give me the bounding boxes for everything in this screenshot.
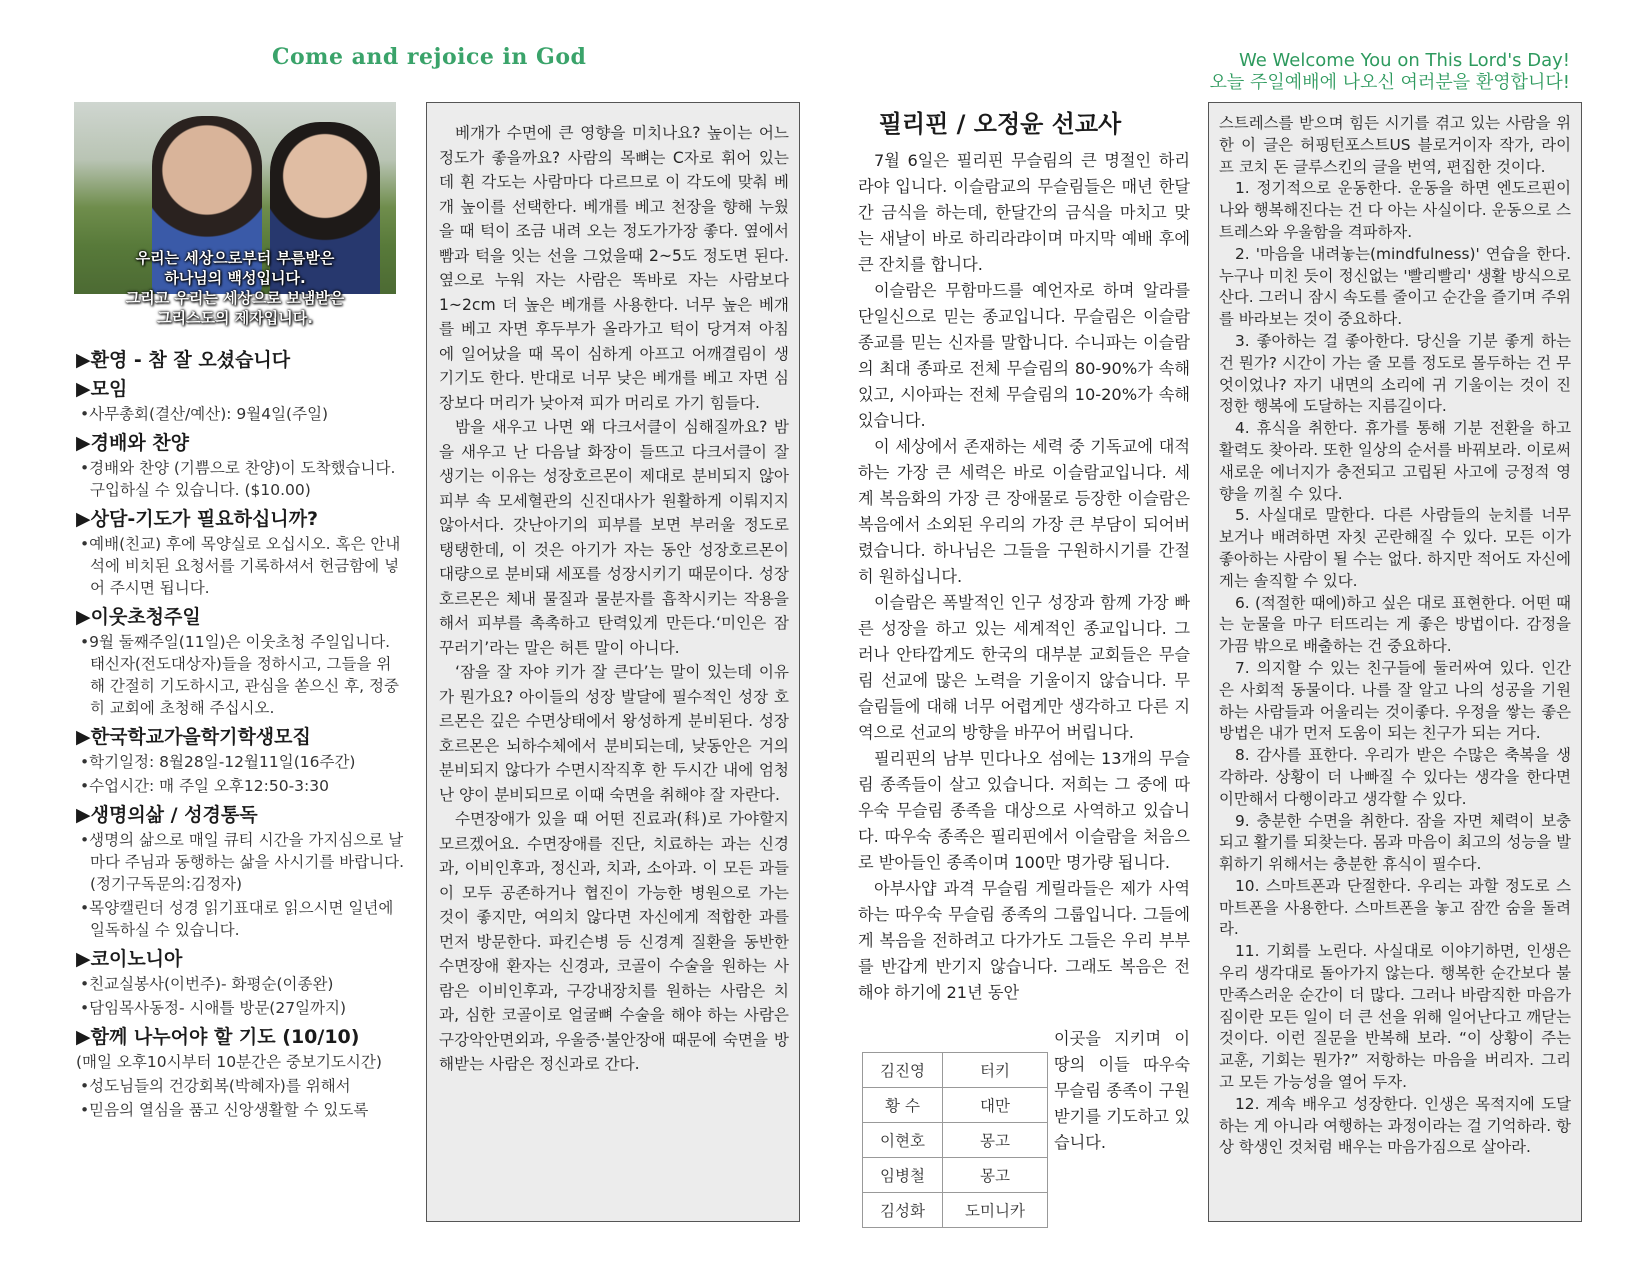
missionary-table [862, 1052, 1048, 1228]
welcome-banner [1210, 50, 1570, 94]
article-paragraph: 4. 휴식을 취한다. 휴가를 통해 기분 전환을 하고 활력도 찾아라. 또한 일상의 순서를 바꿔보라. 이로써 새로운 에너지가 충전되고 고립된 사고에 긍정적 영향을 끼칠 수 있다. [1219, 419, 1571, 503]
article-paragraph: 수면장애가 있을 때 어떤 진료과(科)로 가야할지 모르겠어요. 수면장애를 진단, 치료하는 과는 신경과, 이비인후과, 정신과, 치과, 소아과. 이 모든 과들이 모두 공존하거나 협진이 가능한 병원으로 가는 것이 좋지만, 여의치 않다면 자신에게 적합한 과를 먼저 방문한다. 파킨슨병 등 신경계 질환을 동반한 수면장애 환자는 신경과, 코골이 수술을 원하는 사람은 이비인후과, 구강내장치를 원하는 사람은 치과, 심한 코골이로 얼굴뼈 수술을 해야 하는 사람은 구강악안면외과, 우울증·불안장애 때문에 숙면을 방해받는 사람은 정신과로 간다. [439, 810, 789, 1073]
missionary-name: 임병철 [863, 1158, 943, 1193]
caption-line: 하나님의 백성입니다. [164, 269, 306, 287]
article-paragraph: 11. 기회를 노린다. 사실대로 이야기하면, 인생은 우리 생각대로 돌아가지 않는다. 행복한 순간보다 불만족스러운 순간이 더 많다. 그러나 바람직한 마음가짐이란 모든 일이 더 큰 선을 위해 일어난다고 깨닫는 것이다. 이런 질문을 반복해 보라. “이 상황이 주는 교훈, 기회는 뭔가?” 저항하는 마음을 버리자. 그리고 모든 가능성을 열어 두자. [1219, 942, 1571, 1092]
prayer-note: (매일 오후10시부터 10분간은 중보기도시간) [76, 1053, 382, 1071]
missionary-country: 몽고 [942, 1123, 1047, 1158]
header-slogan: Come and rejoice in God [272, 44, 587, 70]
article-paragraph: 밤을 새우고 나면 왜 다크서클이 심해질까요? 밤을 새우고 난 다음날 화장이 들뜨고 다크서클이 잘 생기는 이유는 성장호르몬이 제대로 분비되지 않아 피부 속 모세혈관의 신진대사가 원활하게 이뤄지지 않아서다. 갓난아기의 피부를 보면 부러울 정도로 탱탱한데, 이 것은 아기가 자는 동안 성장호르몬이 대량으로 분비돼 세포를 성장시키기 때문이다. 성장호르몬은 체내 물질과 물분자를 흡착시키는 작용을 해서 피부를 촉촉하고 탄력있게 만든다.‘미인은 잠꾸러기’라는 말은 허튼 말이 아니다. [439, 418, 789, 657]
mission-paragraph-continued: 이곳을 지키며 이 땅의 이들 따우숙 무슬림 종족이 구원 받기를 기도하고 있습니다. [1054, 1029, 1190, 1152]
table-row [863, 1158, 1048, 1193]
caption-line: 그리스도의 제자입니다. [157, 309, 313, 327]
announcements-column [76, 342, 406, 1123]
missionary-name: 황 수 [863, 1088, 943, 1123]
mission-article [858, 148, 1190, 1006]
section-worship: ▶경배와 찬양 [76, 432, 189, 454]
article-paragraph: 9. 충분한 수면을 취한다. 잠을 자면 체력이 보충되고 활기를 되찾는다. 몸과 마음이 최고의 성능을 발휘하기 위해서는 충분한 휴식이 필수다. [1219, 811, 1571, 874]
section-school: ▶한국학교가을학기학생모집 [76, 726, 311, 748]
table-row [863, 1123, 1048, 1158]
article-paragraph: 베개가 수면에 큰 영향을 미치나요? 높이는 어느 정도가 좋을까요? 사람의 목뼈는 C자로 휘어 있는데 휜 각도는 사람마다 다르므로 이 각도에 맞춰 베개 높이를 선택한다. 베개를 베고 천장을 향해 누웠을 때 턱이 조금 내려 오는 정도가가장 좋다. 옆에서 빰과 턱을 잇는 선을 그었을때 2~5도 정도면 된다. 옆으로 누워 자는 사람은 똑바로 자는 사람보다 1~2cm 더 높은 베개를 사용한다. 너무 높은 베개를 베고 자면 후두부가 올라가고 턱이 당겨져 아침에 일어났을 때 목이 심하게 아프고 어깨결림이 생기기도 한다. 반대로 너무 낮은 베개를 베고 자면 심장보다 머리가 낮아져 피가 머리로 가기 힘들다. [439, 124, 789, 412]
table-row [863, 1053, 1048, 1088]
section-bread: ▶생명의삶 / 성경통독 [76, 804, 258, 826]
article-paragraph: 필리핀의 남부 민다나오 섬에는 13개의 무슬림 종족들이 살고 있습니다. 저희는 그 중에 따우숙 무슬림 종족을 대상으로 사역하고 있습니다. 따우숙 종족은 필리핀에서 이슬람을 처음으로 받아들인 종족이며 100만 명가량 됩니다. [858, 749, 1190, 872]
welcome-korean: 오늘 주일예배에 나오신 여러분을 환영합니다! [1209, 72, 1570, 93]
section-meeting: ▶모임 [76, 378, 128, 400]
list-item: •경배와 찬양 (기쁨으로 찬양)이 도착했습니다. 구입하실 수 있습니다. ($10.00) [80, 459, 396, 499]
list-item: •생명의 삶으로 매일 큐티 시간을 가지심으로 날마다 주님과 동행하는 삶을 사시기를 바랍니다. (정기구독문의:김정자) [80, 831, 405, 893]
section-counsel: ▶상담-기도가 필요하십니까? [76, 508, 319, 530]
list-item: •학기일정: 8월28일-12월11일(16주간) [80, 753, 356, 771]
section-prayer: ▶함께 나누어야 할 기도 (10/10) [76, 1026, 360, 1048]
list-item: •9월 둘째주일(11일)은 이웃초청 주일입니다. 태신자(전도대상자)들을 정하시고, 그들을 위해 간절히 기도하시고, 관심을 쏟으신 후, 정중히 교회에 초청해 주십시오. [80, 633, 399, 717]
list-item: •성도님들의 건강회복(박혜자)를 위해서 [80, 1077, 351, 1095]
missionary-country: 몽고 [942, 1158, 1047, 1193]
article-paragraph: 3. 좋아하는 걸 좋아한다. 당신을 기분 좋게 하는 건 뭔가? 시간이 가는 줄 모를 정도로 몰두하는 건 무엇이었나? 자기 내면의 소리에 귀 기울이는 것이 진정한 행복에 도달하는 지름길이다. [1219, 331, 1571, 416]
stress-article-box [1208, 102, 1582, 1222]
list-item: •목양캘린더 성경 읽기표대로 읽으시면 일년에 일독하실 수 있습니다. [80, 899, 394, 939]
article-paragraph: 10. 스마트폰과 단절한다. 우리는 과할 정도로 스마트폰을 사용한다. 스마트폰을 놓고 잠깐 숨을 돌려라. [1219, 876, 1571, 939]
missionary-name: 김진영 [863, 1053, 943, 1088]
missionary-country: 대만 [942, 1088, 1047, 1123]
article-paragraph: 1. 정기적으로 운동한다. 운동을 하면 엔도르핀이 나와 행복해진다는 건 다 아는 사실이다. 운동으로 스트레스와 우울함을 격파하자. [1219, 179, 1571, 241]
list-item: •사무총회(결산/예산): 9월4일(주일) [80, 405, 329, 423]
caption-line: 우리는 세상으로부터 부름받은 [135, 249, 335, 267]
table-row [863, 1193, 1048, 1228]
table-row [863, 1088, 1048, 1123]
list-item: •담임목사동정- 시애틀 방문(27일까지) [80, 999, 347, 1017]
missionary-country: 터키 [942, 1053, 1047, 1088]
welcome-english: We Welcome You on This Lord's Day! [1238, 50, 1570, 71]
caption-line: 그리고 우리는 세상으로 보냄받은 [125, 289, 345, 307]
list-item: •친교실봉사(이번주)- 화평순(이종완) [80, 975, 334, 993]
article-paragraph: ‘잠을 잘 자야 키가 잘 큰다’는 말이 있는데 이유가 뭔가요? 아이들의 성장 발달에 필수적인 성장 호르몬은 깊은 수면상태에서 왕성하게 분비된다. 성장호르몬은 뇌하수체에서 분비되는데, 낮동안은 거의 분비되지 않다가 수면시작직후 한 두시간 내에 엄청난 양이 분비되므로 이때 숙면을 취해야 잘 자란다. [439, 663, 789, 804]
missionary-name: 이현호 [863, 1123, 943, 1158]
list-item: •예배(친교) 후에 목양실로 오십시오. 혹은 안내석에 비치된 요청서를 기록하셔서 헌금함에 넣어 주시면 됩니다. [80, 535, 401, 597]
article-paragraph: 5. 사실대로 말한다. 다른 사람들의 눈치를 너무 보거나 배려하면 자칫 곤란해질 수 있다. 모든 이가 좋아하는 사람이 될 수는 없다. 하지만 적어도 자신에게는 솔직할 수 있다. [1219, 506, 1571, 590]
missionary-country: 도미니카 [942, 1193, 1047, 1228]
article-paragraph: 이 세상에서 존재하는 세력 중 기독교에 대적하는 가장 큰 세력은 바로 이슬람교입니다. 세계 복음화의 가장 큰 장애물로 등장한 이슬람은 복음에서 소외된 우리의 가장 큰 부담이 되어버렸습니다. 하나님은 그들을 구원하시기를 간절히 원하십니다. [858, 437, 1190, 586]
section-koinonia: ▶코이노니아 [76, 948, 183, 970]
article-paragraph: 이슬람은 폭발적인 인구 성장과 함께 가장 빠른 성장을 하고 있는 세계적인 종교입니다. 그러나 안타깝게도 한국의 대부분 교회들은 무슬림 선교에 많은 노력을 기울이지 않습니다. 무슬림들에 대해 너무 어렵게만 생각하고 다른 지역으로 선교의 방향을 바꾸어 버립니다. [858, 593, 1190, 742]
article-paragraph: 7. 의지할 수 있는 친구들에 둘러싸여 있다. 인간은 사회적 동물이다. 나를 잘 알고 나의 성공을 기원하는 사람들과 어울리는 것이좋다. 우정을 쌓는 좋은 방법은 내가 먼저 도움이 되는 친구가 되는 거다. [1219, 658, 1571, 743]
list-item: •수업시간: 매 주일 오후12:50-3:30 [80, 777, 329, 795]
article-paragraph: 8. 감사를 표한다. 우리가 받은 수많은 축복을 생각하라. 상황이 더 나빠질 수 있다는 생각을 한다면 이만해서 다행이라고 생각할 수 있다. [1219, 746, 1571, 808]
article-paragraph: 12. 계속 배우고 성장한다. 인생은 목적지에 도달하는 게 아니라 여행하는 과정이라는 걸 기억하라. 항상 학생인 것처럼 배우는 마음가짐으로 살아라. [1219, 1094, 1571, 1157]
sleep-article-box [426, 102, 800, 1222]
list-item: •믿음의 열심을 품고 신앙생활할 수 있도록 [80, 1101, 369, 1119]
article-paragraph: 7월 6일은 필리핀 무슬림의 큰 명절인 하리라야 입니다. 이슬람교의 무슬림들은 매년 한달간 금식을 하는데, 한달간의 금식을 마치고 맞는 새날이 바로 하리라랴이며 마지막 예배 후에 큰 잔치를 합니다. [858, 151, 1190, 274]
article-intro: 스트레스를 받으며 힘든 시기를 겪고 있는 사람을 위한 이 글은 허핑턴포스트US 블로거이자 작가, 라이프 코치 돈 글루스킨의 글을 번역, 편집한 것이다. [1219, 114, 1571, 176]
article-paragraph: 2. '마음을 내려놓는(mindfulness)' 연습을 한다. 누구나 미친 듯이 정신없는 '빨리빨리' 생활 방식으로 산다. 그러니 잠시 속도를 줄이고 순간을 즐기며 주위를 바라보는 것이 중요하다. [1219, 244, 1571, 329]
article-paragraph: 아부사얍 과격 무슬림 게릴라들은 제가 사역하는 따우숙 무슬림 종족의 그룹입니다. 그들에게 복음을 전하려고 다가가도 그들은 우리 부부를 반갑게 반기지 않습니다. 그래도 복음은 전해야 하기에 21년 동안 [858, 879, 1190, 1002]
photo-caption [74, 248, 396, 328]
article-paragraph: 6. (적절한 때에)하고 싶은 대로 표현한다. 어떤 때는 눈물을 마구 터뜨리는 게 좋은 방법이다. 감정을 가끔 밖으로 배출하는 건 중요하다. [1219, 593, 1571, 656]
missionary-name: 김성화 [863, 1193, 943, 1228]
mission-title: 필리핀 / 오정윤 선교사 [878, 110, 1122, 138]
section-neighbor: ▶이웃초청주일 [76, 606, 201, 628]
article-paragraph: 이슬람은 무함마드를 예언자로 하며 알라를 단일신으로 믿는 종교입니다. 무슬림은 이슬람 종교를 믿는 신자를 말합니다. 수니파는 이슬람의 최대 종파로 전체 무슬림의 80-90%가 속해 있고, 시아파는 전체 무슬림의 10-20%가 속해 있습니다. [858, 281, 1190, 430]
section-welcome: ▶환영 - 참 잘 오셨습니다 [76, 349, 291, 371]
